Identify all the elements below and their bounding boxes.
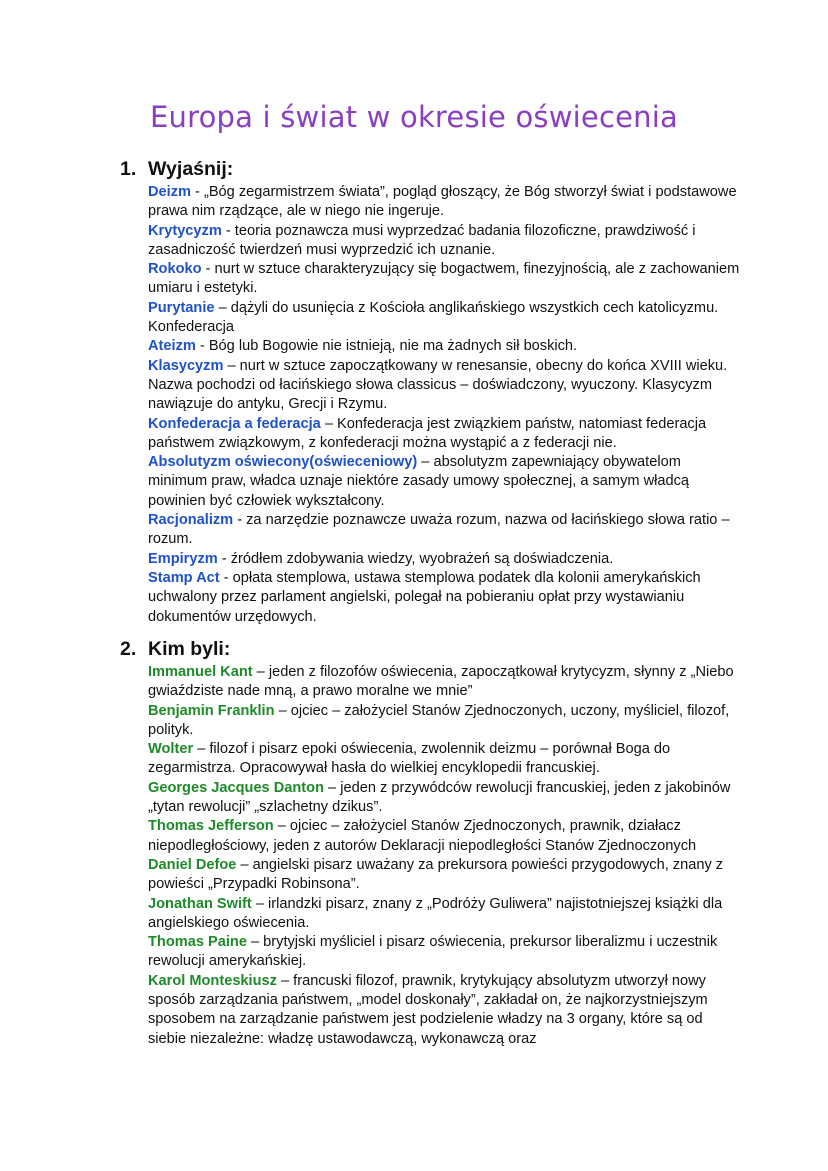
definition-item: [148, 357, 740, 415]
person-name: Karol Monteskiusz: [148, 972, 277, 989]
description-text: - teoria poznawcza musi wyprzedzać badania filozoficzne, prawdziwość i zasadniczość twierdzeń musi wyprzedzić ich uznanie.: [148, 222, 696, 258]
definition-item: [148, 299, 740, 318]
section-number: 2.: [120, 638, 137, 660]
section-title: Kim byli:: [148, 638, 231, 660]
description-text: – ojciec – założyciel Stanów Zjednoczonych, prawnik, działacz niepodległościowy, jeden z autorów Deklaracji niepodległości Stanów Zjednoczonych: [148, 818, 697, 854]
definition-item: [148, 183, 740, 222]
person-list: [148, 663, 740, 1049]
term-label: Purytanie: [148, 299, 215, 316]
section-title: Wyjaśnij:: [148, 158, 234, 180]
section-heading: [120, 637, 740, 661]
person-item: [148, 663, 740, 702]
section-who-were: [120, 637, 740, 1049]
description-text: – dążyli do usunięcia z Kościoła anglikańskiego wszystkich cech katolicyzmu.: [214, 299, 719, 316]
term-label: Deizm: [148, 184, 191, 200]
person-item: [148, 817, 740, 856]
person-name: Wolter: [148, 741, 194, 758]
definition-item: [148, 511, 740, 550]
person-name: Daniel Defoe: [148, 856, 237, 873]
person-item: [148, 856, 740, 895]
definition-item: [148, 453, 740, 511]
term-label: Ateizm: [148, 338, 196, 355]
description-text: - nurt w sztuce charakteryzujący się bogactwem, finezyjnością, ale z zachowaniem umiaru i estetyki.: [148, 261, 740, 297]
definition-item: [148, 222, 740, 261]
person-name: Jonathan Swift: [148, 895, 252, 912]
description-text: – jeden z filozofów oświecenia, zapoczątkował krytycyzm, słynny z „Niebo gwiaździste nade mną, a prawo moralne we mnie”: [148, 664, 734, 700]
term-label: Empiryzm: [148, 550, 218, 567]
description-text: – ojciec – założyciel Stanów Zjednoczonych, uczony, myśliciel, filozof, polityk.: [148, 702, 730, 738]
person-name: Thomas Jefferson: [148, 818, 274, 835]
description-text: – jeden z przywódców rewolucji francuskiej, jeden z jakobinów „tytan rewolucji” „szlachetny dzikus”.: [148, 779, 731, 816]
section-heading: [120, 157, 740, 181]
page-title: Europa i świat w okresie oświecenia: [150, 100, 678, 134]
definition-item: [148, 550, 740, 569]
person-name: Benjamin Franklin: [148, 702, 275, 719]
description-text: – irlandzki pisarz, znany z „Podróży Guliwera” najistotniejszej książki dla angielskiego oświecenia.: [148, 895, 723, 931]
term-label: Stamp Act: [148, 569, 220, 586]
description-text: – filozof i pisarz epoki oświecenia, zwolennik deizmu – porównał Boga do zegarmistrza. Opracowywał hasła do wielkiej encyklopedii francuskiej.: [148, 741, 671, 777]
term-label: Absolutyzm oświecony(oświeceniowy): [148, 454, 418, 471]
person-name: Georges Jacques Danton: [148, 779, 324, 796]
description-text: - „Bóg zegarmistrzem świata”, pogląd głoszący, że Bóg stworzył świat i podstawowe prawa nim rządzące, ale w niego nie ingeruje.: [148, 184, 737, 220]
section-number: 1.: [120, 158, 137, 180]
term-label: Konfederacja a federacja: [148, 415, 321, 432]
definition-item: [148, 260, 740, 299]
description-text: – Konfederacja jest związkiem państw, natomiast federacja państwem związkowym, z konfederacji można wystąpić a z federacji nie.: [148, 415, 707, 451]
person-item: [148, 933, 740, 972]
person-name: Thomas Paine: [148, 934, 247, 951]
description-text: – nurt w sztuce zapoczątkowany w renesansie, obecny do końca XVIII wieku. Nazwa pochodzi od łacińskiego słowa classicus – doświadczony, wyuczony. Klasycyzm nawiązuje do antyku, Grecji i Rzymu.: [148, 357, 728, 413]
description-text: Konfederacja: [148, 319, 235, 336]
description-text: - za narzędzie poznawcze uważa rozum, nazwa od łacińskiego słowa ratio – rozum.: [148, 512, 730, 548]
definition-item: [148, 415, 740, 454]
description-text: - źródłem zdobywania wiedzy, wyobrażeń są doświadczenia.: [217, 550, 614, 567]
section-explain: [120, 157, 740, 627]
definition-item: [148, 569, 740, 627]
description-text: - opłata stemplowa, ustawa stemplowa podatek dla kolonii amerykańskich uchwalony przez parlament angielski, polegał na pobieraniu opłat przy wystawianiu dokumentów urzędowych.: [148, 569, 701, 625]
person-item: [148, 740, 740, 779]
description-text: – angielski pisarz uważany za prekursora powieści przygodowych, znany z powieści „Przypadki Robinsona”.: [148, 856, 724, 893]
term-label: Klasycyzm: [148, 357, 224, 374]
term-label: Krytycyzm: [148, 222, 222, 239]
person-item: [148, 972, 740, 1049]
description-text: - Bóg lub Bogowie nie istnieją, nie ma żadnych sił boskich.: [195, 338, 578, 355]
definition-list: [148, 183, 740, 627]
person-item: [148, 702, 740, 741]
definition-item: [148, 318, 740, 337]
definition-item: [148, 337, 740, 356]
term-label: Rokoko: [148, 261, 202, 278]
description-text: – absolutyzm zapewniający obywatelom minimum praw, władca uznaje niektóre zasady umowy społecznej, a samym władcą powinien być człowiek wykształcony.: [148, 454, 690, 509]
description-text: – brytyjski myśliciel i pisarz oświecenia, prekursor liberalizmu i uczestnik rewolucji amerykańskiej.: [148, 934, 718, 970]
person-name: Immanuel Kant: [148, 664, 253, 680]
person-item: [148, 779, 740, 818]
description-text: – francuski filozof, prawnik, krytykujący absolutyzm utworzył nowy sposób zarządzania państwem, „model doskonały”, zakładał on, że najkorzystniejszym sposobem na zarządzanie państwem jest podzielenie władzy na 3 organy, które są od siebie niezależne: władzę ustawodawczą, wykonawczą oraz: [148, 972, 708, 1047]
term-label: Racjonalizm: [148, 512, 234, 529]
person-item: [148, 895, 740, 934]
